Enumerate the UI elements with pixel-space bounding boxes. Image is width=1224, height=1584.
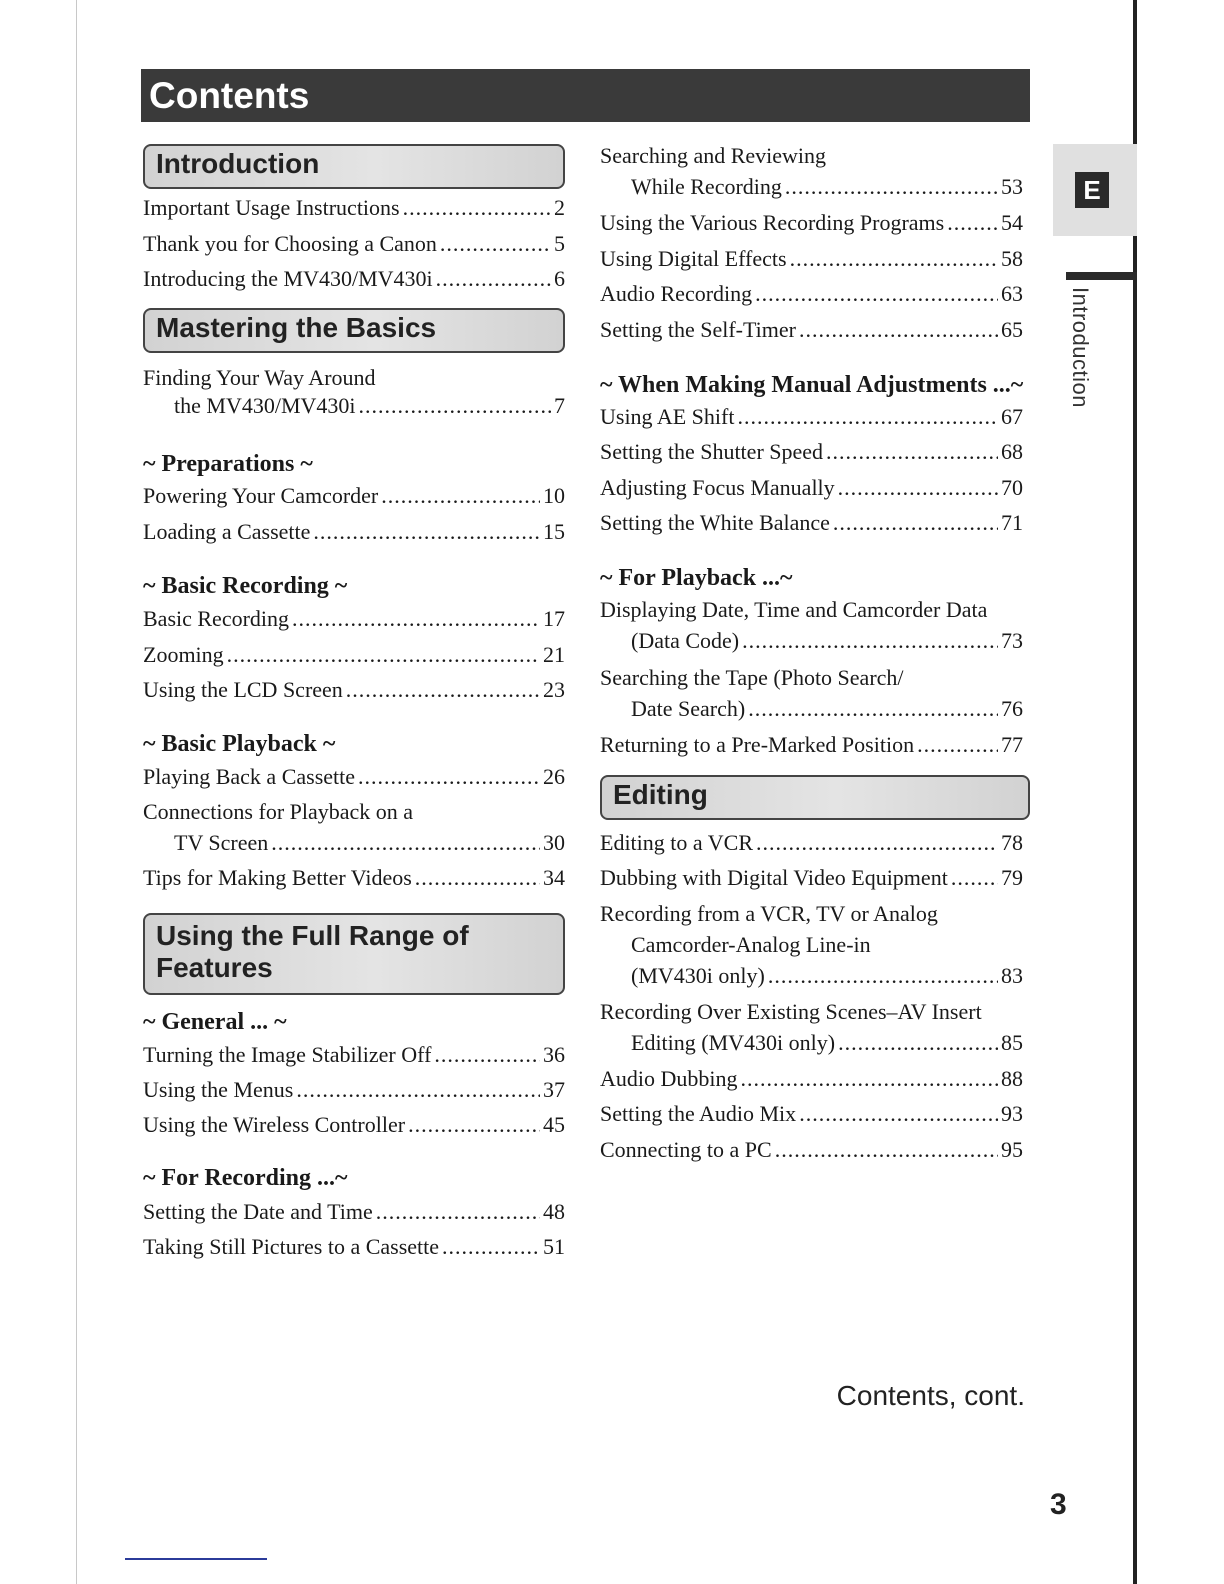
entry-title: Finding Your Way Around [143, 365, 376, 390]
entry-title: Displaying Date, Time and Camcorder Data [600, 597, 988, 622]
entry-page: 88 [1001, 1066, 1023, 1091]
entry-page: 37 [543, 1077, 565, 1102]
continued-label: Contents, cont. [836, 1380, 1025, 1411]
entry-page: 93 [1001, 1101, 1023, 1126]
entry-page: 36 [543, 1042, 565, 1067]
entry-title: Recording Over Existing Scenes–AV Insert [600, 999, 982, 1024]
entry-page: 65 [1001, 317, 1023, 342]
toc-entry[interactable] [143, 364, 565, 420]
toc-entry[interactable] [600, 509, 1023, 537]
section-editing: Editing [600, 775, 1030, 820]
subhead-basic-playback: ~ Basic Playback ~ [143, 731, 336, 757]
toc-entry[interactable] [143, 265, 565, 293]
entry-page: 83 [1001, 963, 1023, 988]
entry-title: Using the Various Recording Programs [600, 210, 945, 235]
entry-title-cont: (Data Code) [631, 628, 740, 653]
entry-title: Introducing the MV430/MV430i [143, 266, 433, 291]
entry-title: Using AE Shift [600, 404, 735, 429]
toc-entry[interactable] [600, 474, 1023, 502]
entry-page: 30 [543, 830, 565, 855]
toc-entry[interactable] [600, 280, 1023, 308]
chapter-tab-marker [1066, 272, 1137, 280]
entry-page: 70 [1001, 475, 1023, 500]
toc-entry[interactable] [600, 664, 1023, 723]
toc-entry[interactable] [143, 482, 565, 510]
toc-entry[interactable] [143, 798, 565, 857]
entry-page: 6 [554, 266, 565, 291]
entry-page: 15 [543, 519, 565, 544]
entry-page: 71 [1001, 510, 1023, 535]
entry-title: Powering Your Camcorder [143, 483, 379, 508]
entry-page: 95 [1001, 1137, 1023, 1162]
section-mastering-basics: Mastering the Basics [143, 308, 565, 353]
entry-page: 23 [543, 677, 565, 702]
toc-entry[interactable] [600, 998, 1023, 1057]
toc-entry[interactable] [143, 864, 565, 892]
toc-entry[interactable] [143, 676, 565, 704]
entry-title: Thank you for Choosing a Canon [143, 231, 437, 256]
entry-title: Audio Dubbing [600, 1066, 738, 1091]
entry-title: Connecting to a PC [600, 1137, 772, 1162]
entry-title-cont: (MV430i only) [631, 963, 765, 988]
subhead-preparations: ~ Preparations ~ [143, 451, 313, 477]
entry-page: 54 [1001, 210, 1023, 235]
entry-title: Audio Recording [600, 281, 753, 306]
language-tab [1053, 144, 1137, 236]
toc-entry[interactable] [143, 1233, 565, 1261]
entry-page: 78 [1001, 830, 1023, 855]
entry-page: 10 [543, 483, 565, 508]
section-full-range-features: Using the Full Range of Features [143, 913, 565, 995]
entry-title-cont: Camcorder-Analog Line-in [631, 932, 871, 957]
footer-rule [125, 1558, 267, 1560]
entry-page: 67 [1001, 404, 1023, 429]
toc-entry[interactable] [600, 829, 1023, 857]
entry-title: Playing Back a Cassette [143, 764, 356, 789]
entry-title: Loading a Cassette [143, 519, 311, 544]
entry-page: 51 [543, 1234, 565, 1259]
page-number: 3 [1050, 1488, 1067, 1521]
entry-title: Editing to a VCR [600, 830, 753, 855]
entry-page: 21 [543, 642, 565, 667]
toc-entry[interactable] [600, 1065, 1023, 1093]
toc-entry[interactable] [143, 194, 565, 222]
entry-title-cont: Editing (MV430i only) [631, 1030, 836, 1055]
toc-entry[interactable] [143, 230, 565, 258]
subhead-for-recording: ~ For Recording ...~ [143, 1165, 348, 1191]
language-tab-letter: E [1075, 172, 1109, 208]
toc-entry[interactable] [600, 864, 1023, 892]
entry-title: Setting the Audio Mix [600, 1101, 797, 1126]
page-edge-left [76, 0, 77, 1584]
subhead-basic-recording: ~ Basic Recording ~ [143, 573, 348, 599]
toc-entry[interactable] [600, 142, 1023, 201]
toc-entry[interactable] [143, 763, 565, 791]
subhead-general: ~ General ... ~ [143, 1009, 287, 1035]
entry-page: 26 [543, 764, 565, 789]
toc-entry[interactable] [600, 1136, 1023, 1164]
entry-title: Tips for Making Better Videos [143, 865, 412, 890]
subhead-manual-adjustments: ~ When Making Manual Adjustments ...~ [600, 372, 1024, 398]
entry-title: Searching and Reviewing [600, 143, 827, 168]
entry-title: Adjusting Focus Manually [600, 475, 835, 500]
section-introduction: Introduction [143, 144, 565, 189]
entry-page: 73 [1001, 628, 1023, 653]
toc-entry[interactable] [143, 518, 565, 546]
entry-page: 63 [1001, 281, 1023, 306]
entry-page: 7 [554, 393, 565, 418]
toc-entry[interactable] [143, 605, 565, 633]
chapter-side-label: Introduction [1068, 287, 1093, 408]
entry-title: Taking Still Pictures to a Cassette [143, 1234, 440, 1259]
entry-page: 76 [1001, 696, 1023, 721]
entry-page: 34 [543, 865, 565, 890]
entry-title: Returning to a Pre-Marked Position [600, 732, 915, 757]
toc-entry[interactable] [600, 403, 1023, 431]
entry-page: 48 [543, 1199, 565, 1224]
entry-title: Using the Menus [143, 1077, 294, 1102]
entry-page: 68 [1001, 439, 1023, 464]
entry-page: 45 [543, 1112, 565, 1137]
toc-entry[interactable] [143, 1111, 565, 1139]
entry-page: 2 [554, 195, 565, 220]
entry-title: Setting the Shutter Speed [600, 439, 824, 464]
entry-page: 58 [1001, 246, 1023, 271]
entry-title: Turning the Image Stabilizer Off [143, 1042, 432, 1067]
entry-title: Searching the Tape (Photo Search/ [600, 665, 904, 690]
entry-title-cont: While Recording [631, 174, 782, 199]
entry-title: Using Digital Effects [600, 246, 787, 271]
entry-title: Using the Wireless Controller [143, 1112, 406, 1137]
entry-title-cont: Date Search) [631, 696, 746, 721]
entry-title: Important Usage Instructions [143, 195, 400, 220]
subhead-for-playback: ~ For Playback ...~ [600, 565, 793, 591]
entry-page: 53 [1001, 174, 1023, 199]
entry-title: Recording from a VCR, TV or Analog [600, 901, 938, 926]
toc-entry[interactable] [143, 641, 565, 669]
entry-page: 17 [543, 606, 565, 631]
toc-entry[interactable] [600, 245, 1023, 273]
toc-entry[interactable] [600, 438, 1023, 466]
toc-entry[interactable] [600, 731, 1023, 759]
entry-title: Dubbing with Digital Video Equipment [600, 865, 948, 890]
entry-title: Zooming [143, 642, 224, 667]
entry-title-cont: the MV430/MV430i [174, 393, 356, 418]
entry-title: Setting the Date and Time [143, 1199, 373, 1224]
entry-title: Setting the White Balance [600, 510, 830, 535]
entry-page: 85 [1001, 1030, 1023, 1055]
entry-page: 77 [1001, 732, 1023, 757]
toc-entry[interactable] [600, 1100, 1023, 1128]
page-title: Contents [141, 69, 1030, 122]
toc-entry[interactable] [600, 209, 1023, 237]
toc-entry[interactable] [600, 596, 1023, 655]
toc-entry[interactable] [143, 1041, 565, 1069]
entry-title: Using the LCD Screen [143, 677, 343, 702]
toc-entry[interactable] [143, 1198, 565, 1226]
toc-entry[interactable] [600, 316, 1023, 344]
entry-title: Connections for Playback on a [143, 799, 414, 824]
entry-page: 5 [554, 231, 565, 256]
toc-entry[interactable] [143, 1076, 565, 1104]
entry-title: Basic Recording [143, 606, 290, 631]
entry-title: Setting the Self-Timer [600, 317, 796, 342]
toc-entry[interactable] [600, 900, 1023, 990]
entry-page: 79 [1001, 865, 1023, 890]
entry-title-cont: TV Screen [174, 830, 269, 855]
page-edge-right [1133, 0, 1137, 1584]
